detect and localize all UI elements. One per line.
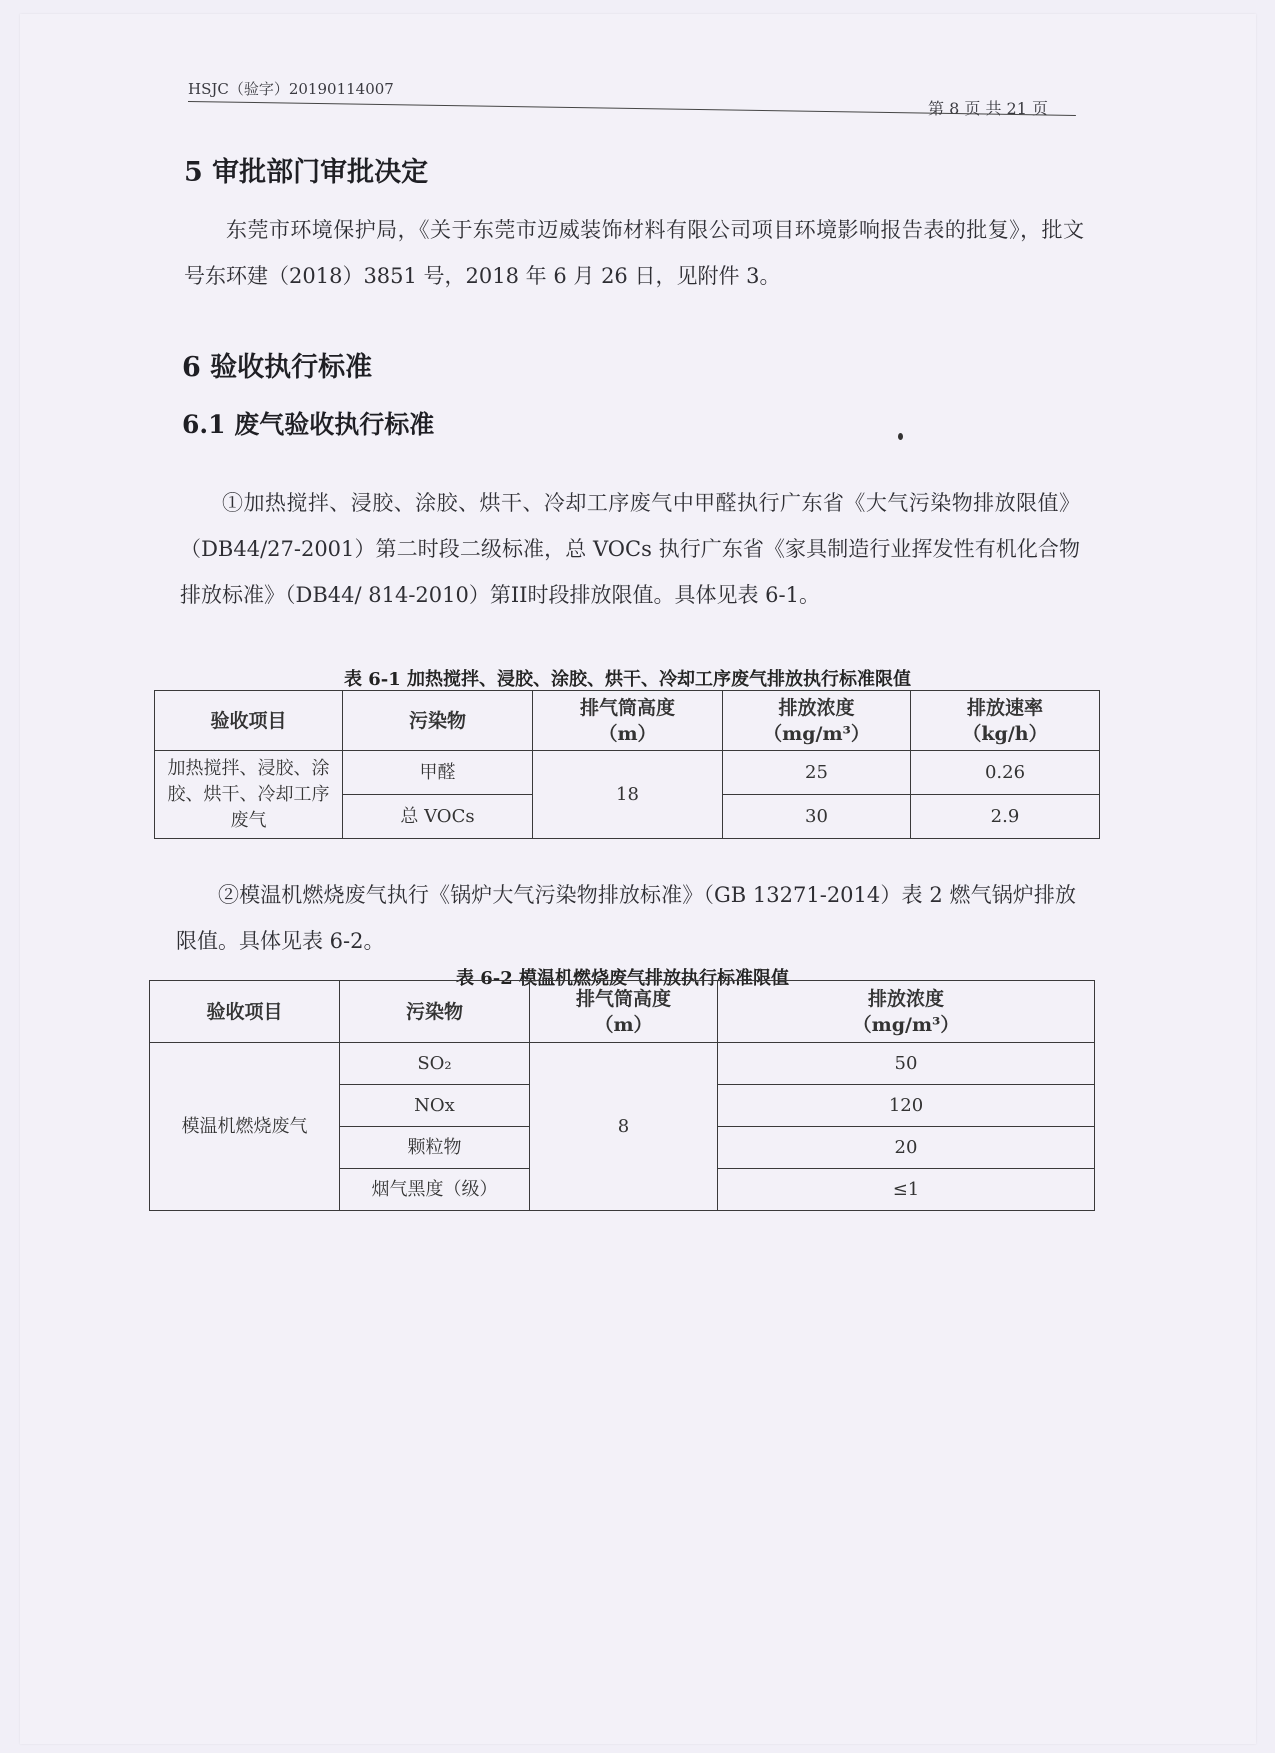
header-rate: 排放速率 （kg/h） <box>911 691 1100 751</box>
table-6-2 <box>149 980 1095 1211</box>
cell-pollutant: 总 VOCs <box>343 795 533 839</box>
header-pollutant: 污染物 <box>340 981 530 1043</box>
section-6-title: 6 验收执行标准 <box>182 352 373 383</box>
cell-pollutant: NOx <box>340 1085 530 1127</box>
cell-rate: 0.26 <box>911 751 1100 795</box>
cell-item: 模温机燃烧废气 <box>150 1043 340 1211</box>
scan-speck <box>898 433 903 440</box>
table-6-1-caption: 表 6-1 加热搅拌、浸胶、涂胶、烘干、冷却工序废气排放执行标准限值 <box>343 669 912 690</box>
section-6-1-paragraph-1: ①加热搅拌、浸胶、涂胶、烘干、冷却工序废气中甲醛执行广东省《大气污染物排放限值》（DB44/27-2001）第二时段二级标准，总 VOCs 执行广东省《家具制造行业挥发性有机化合物排放标准》（DB44/ 814-2010）第II时段排放限值。具体见表 6-1。 <box>180 491 1080 607</box>
cell-concentration: 120 <box>718 1085 1095 1127</box>
cell-rate: 2.9 <box>911 795 1100 839</box>
table-header-row <box>155 691 1100 751</box>
cell-concentration: 25 <box>723 751 911 795</box>
section-5-paragraph: 东莞市环境保护局，《关于东莞市迈威装饰材料有限公司项目环境影响报告表的批复》，批文号东环建（2018）3851 号，2018 年 6 月 26 日，见附件 3。 <box>184 218 1084 288</box>
header-item: 验收项目 <box>150 981 340 1043</box>
document-number: HSJC（验字）20190114007 <box>188 80 394 98</box>
cell-pollutant: 颗粒物 <box>340 1127 530 1169</box>
table-header-row <box>150 981 1095 1043</box>
cell-pollutant: SO₂ <box>340 1043 530 1085</box>
header-item: 验收项目 <box>155 691 343 751</box>
cell-pollutant: 甲醛 <box>343 751 533 795</box>
table-row <box>155 751 1100 795</box>
page-indicator: 第 8 页 共 21 页 <box>928 99 1048 118</box>
header-pollutant: 污染物 <box>343 691 533 751</box>
cell-concentration: 30 <box>723 795 911 839</box>
table-6-1 <box>154 690 1100 839</box>
cell-concentration: ≤1 <box>718 1169 1095 1211</box>
table-row <box>150 1043 1095 1085</box>
cell-height: 18 <box>533 751 723 839</box>
section-6-1-paragraph-2: ②模温机燃烧废气执行《锅炉大气污染物排放标准》（GB 13271-2014）表 2 燃气锅炉排放限值。具体见表 6-2。 <box>176 883 1076 953</box>
section-6-1-title: 6.1 废气验收执行标准 <box>182 410 435 439</box>
cell-concentration: 20 <box>718 1127 1095 1169</box>
section-5-title: 5 审批部门审批决定 <box>184 157 429 188</box>
cell-concentration: 50 <box>718 1043 1095 1085</box>
cell-pollutant: 烟气黑度（级） <box>340 1169 530 1211</box>
header-height: 排气筒高度 （m） <box>530 981 718 1043</box>
table-6-2-caption: 表 6-2 模温机燃烧废气排放执行标准限值 <box>455 968 790 989</box>
header-concentration: 排放浓度 （mg/m³） <box>723 691 911 751</box>
header-concentration: 排放浓度 （mg/m³） <box>718 981 1095 1043</box>
cell-height: 8 <box>530 1043 718 1211</box>
cell-item: 加热搅拌、浸胶、涂胶、烘干、冷却工序废气 <box>155 751 343 839</box>
header-height: 排气筒高度 （m） <box>533 691 723 751</box>
